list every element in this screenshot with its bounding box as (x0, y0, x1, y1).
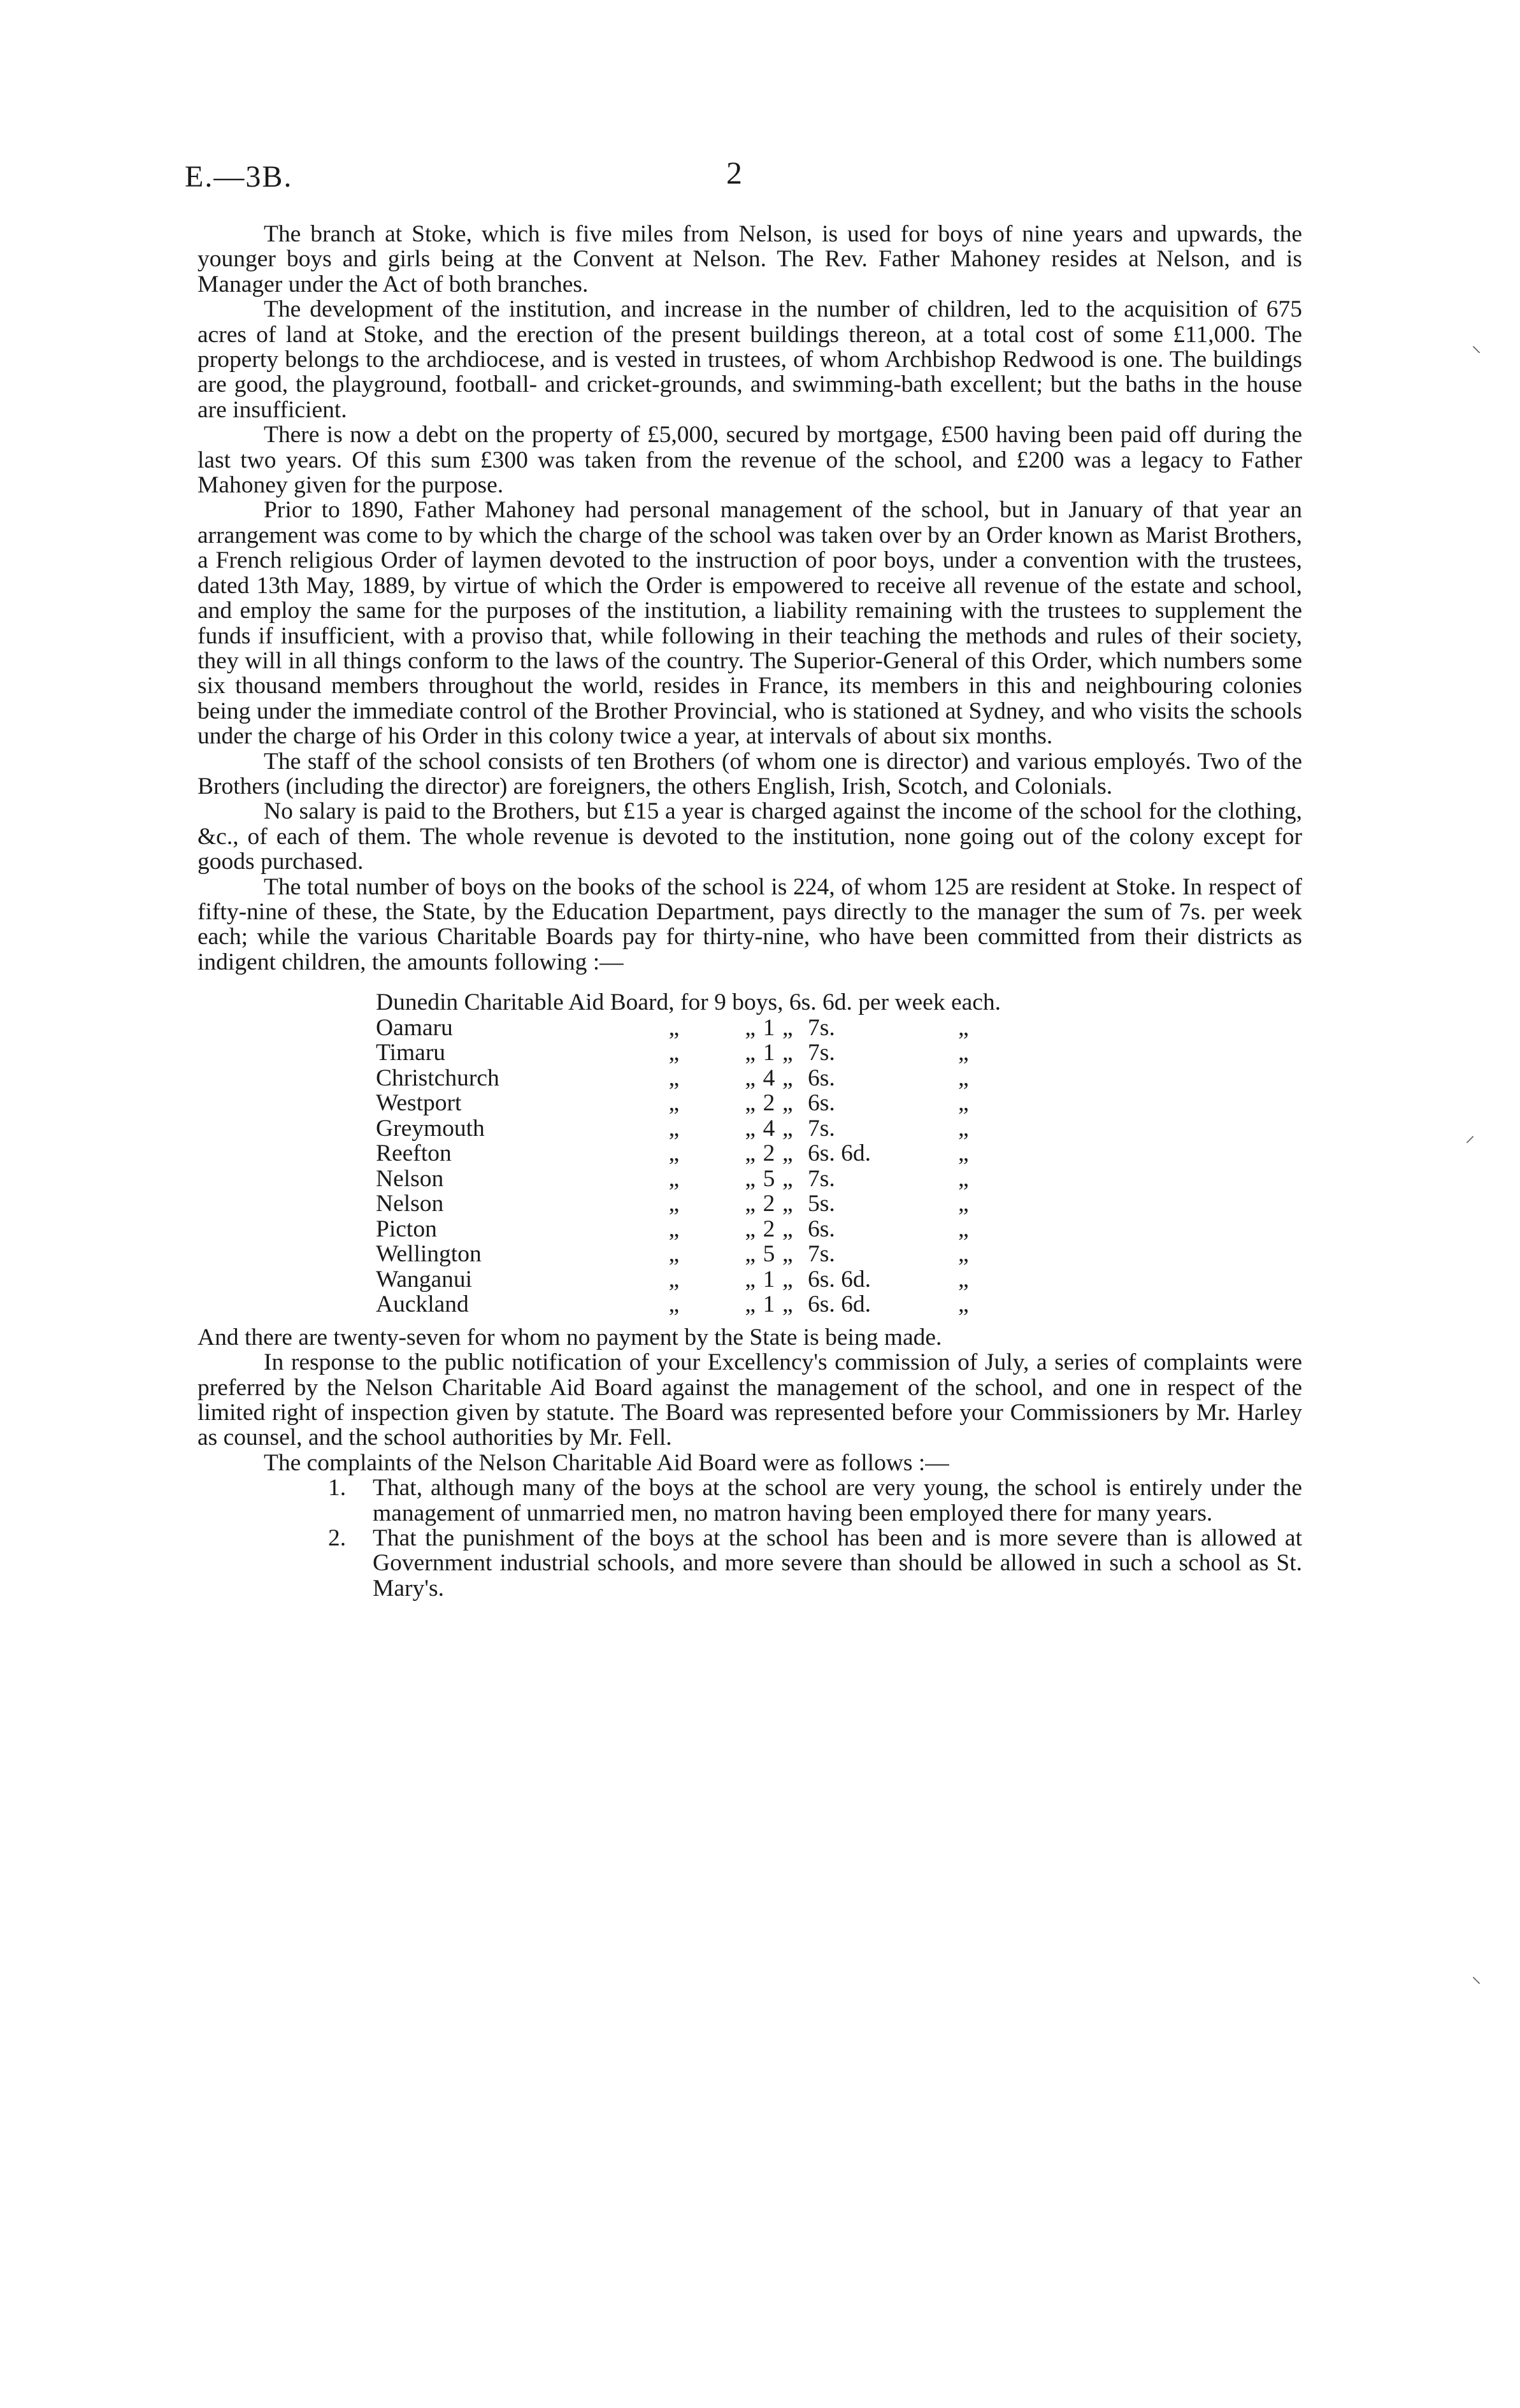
ditto-mark: „ (668, 1266, 680, 1293)
ditto-mark: „ (668, 1165, 680, 1192)
aid-boys-cell: 1 (763, 1266, 775, 1293)
paragraph: No salary is paid to the Brothers, but £15 a year is charged against the income of the school for the clothing, &c., of each of them. The whole revenue is devoted to the institution, none going out of the colony except for goods purchased. (197, 798, 1302, 875)
paragraph: The complaints of the Nelson Charitable Aid Board were as follows :— (264, 1449, 949, 1476)
ditto-mark: „ (958, 1215, 969, 1242)
ditto-mark: „ (958, 1040, 969, 1066)
ditto-mark: „ (745, 1014, 756, 1041)
list-item-number: 2. (328, 1524, 347, 1551)
list-item-text: That, although many of the boys at the school are very young, the school is entirely under the management of unmarried men, no matron having been employed there for many years. (373, 1475, 1302, 1526)
ditto-mark: „ (958, 1241, 969, 1268)
ditto-mark: „ (958, 1115, 969, 1142)
ditto-mark: „ (782, 1266, 793, 1293)
ditto-mark: „ (745, 1090, 756, 1117)
table-row (376, 1267, 1022, 1293)
ditto-mark: „ (745, 1266, 756, 1293)
list-item (197, 1475, 1302, 1526)
ditto-mark: „ (668, 1291, 680, 1318)
aid-boys-cell: 1 (763, 1014, 775, 1041)
ditto-mark: „ (745, 1115, 756, 1142)
table-row (376, 1217, 1022, 1242)
aid-rate-cell: 6s. (808, 1090, 835, 1117)
aid-place-cell: Wellington (376, 1241, 482, 1268)
aid-boys-cell: 4 (763, 1064, 775, 1091)
ditto-mark: „ (782, 1215, 793, 1242)
ditto-mark: „ (745, 1040, 756, 1066)
ditto-mark: „ (745, 1064, 756, 1091)
aid-place-cell: Christchurch (376, 1064, 499, 1091)
ditto-mark: „ (782, 1040, 793, 1066)
ditto-mark: „ (745, 1291, 756, 1318)
ditto-mark: „ (782, 1241, 793, 1268)
aid-boys-cell: 2 (763, 1090, 775, 1117)
ditto-mark: „ (958, 1165, 969, 1192)
aid-rate-cell: 7s. (808, 1241, 835, 1268)
paragraph: The total number of boys on the books of the school is 224, of whom 125 are resident at Stoke. In respect of fifty-nine of these, the State, by the Education Department, pays directly to the manager the sum of 7s. per week each; while the various Charitable Boards pay for thirty-nine, who have been committed from their districts as indigent children, the amounts following :— (197, 873, 1302, 975)
table-row (376, 1166, 1022, 1192)
aid-rate-cell: 6s. 6d. (808, 1266, 871, 1293)
paragraph: The branch at Stoke, which is five miles from Nelson, is used for boys of nine years and upwards, the younger boys and girls being at the Convent at Nelson. The Rev. Father Mahoney resides at Nelson, and is Manager under the Act of both branches. (197, 221, 1302, 297)
aid-place-cell: Greymouth (376, 1115, 485, 1142)
table-row (376, 1116, 1022, 1142)
document-body (197, 222, 1302, 1601)
list-item-number: 1. (328, 1475, 347, 1501)
paragraph: In response to the public notification of your Excellency's commission of July, a series of complaints were preferred by the Nelson Charitable Aid Board against the management of the school, and one in respect of the limited right of inspection given by statute. The Board was represented before your Commissioners by Mr. Harley as counsel, and the school authorities by Mr. Fell. (197, 1349, 1302, 1451)
aid-place-cell: Westport (376, 1090, 462, 1117)
page-number: 2 (726, 155, 742, 190)
ditto-mark: „ (782, 1014, 793, 1041)
ditto-mark: „ (668, 1064, 680, 1091)
ditto-mark: „ (745, 1165, 756, 1192)
aid-place-cell: Timaru (376, 1040, 446, 1066)
ditto-mark: „ (668, 1215, 680, 1242)
aid-rate-cell: 7s. (808, 1115, 835, 1142)
ditto-mark: „ (668, 1241, 680, 1268)
margin-mark: ⸜ (1472, 1966, 1481, 1987)
complaints-list (197, 1475, 1302, 1601)
paragraph: And there are twenty-seven for whom no payment by the State is being made. (197, 1324, 942, 1351)
ditto-mark: „ (745, 1241, 756, 1268)
aid-boys-cell: 2 (763, 1191, 775, 1217)
aid-rate-cell: 7s. (808, 1040, 835, 1066)
aid-place-cell: Nelson (376, 1191, 444, 1217)
ditto-mark: „ (668, 1014, 680, 1041)
paragraph: Prior to 1890, Father Mahoney had personal management of the school, but in January of that year an arrangement was come to by which the charge of the school was taken over by an Order known as Marist Brothers, a French religious Order of laymen devoted to the instruction of poor boys, under a convention with the trustees, dated 13th May, 1889, by virtue of which the Order is empowered to receive all revenue of the estate and school, and employ the same for the purposes of the institution, a liability remaining with the trustees to supplement the funds if insufficient, with a proviso that, while following in their teaching the methods and rules of their society, they will in all things conform to the laws of the country. The Superior-General of this Order, which numbers some six thousand members throughout the world, resides in France, its members in this and neighbouring colonies being under the immediate control of the Brother Provincial, who is stationed at Sydney, and who visits the schools under the charge of his Order in this colony twice a year, at intervals of about six months. (197, 497, 1302, 750)
ditto-mark: „ (958, 1090, 969, 1117)
table-lead-row: Dunedin Charitable Aid Board, for 9 boys, 6s. 6d. per week each. (376, 989, 1001, 1016)
table-row (376, 1091, 1022, 1116)
paragraph: There is now a debt on the property of £5,000, secured by mortgage, £500 having been paid off during the last two years. Of this sum £300 was taken from the revenue of the school, and £200 was a legacy to Father Mahoney given for the purpose. (197, 422, 1302, 499)
ditto-mark: „ (958, 1191, 969, 1217)
aid-rate-cell: 5s. (808, 1191, 835, 1217)
aid-rate-cell: 6s. (808, 1215, 835, 1242)
ditto-mark: „ (782, 1115, 793, 1142)
paragraph: The staff of the school consists of ten Brothers (of whom one is director) and various employés. Two of the Brothers (including the director) are foreigners, the others English, Irish, Scotch, and Colonials. (197, 748, 1302, 799)
margin-mark: ⸜ (1472, 335, 1481, 356)
table-row (376, 1191, 1022, 1217)
table-row (376, 1066, 1022, 1091)
table-row (376, 1040, 1022, 1066)
ditto-mark: „ (668, 1191, 680, 1217)
ditto-mark: „ (745, 1191, 756, 1217)
list-item (197, 1526, 1302, 1601)
aid-rate-cell: 6s. 6d. (808, 1140, 871, 1167)
aid-rate-cell: 7s. (808, 1165, 835, 1192)
ditto-mark: „ (958, 1266, 969, 1293)
table-row (376, 1242, 1022, 1267)
aid-boys-cell: 5 (763, 1241, 775, 1268)
table-row (376, 1015, 1022, 1041)
table-row (376, 990, 1022, 1015)
aid-place-cell: Auckland (376, 1291, 469, 1318)
aid-boys-cell: 5 (763, 1165, 775, 1192)
aid-rate-cell: 7s. (808, 1014, 835, 1041)
aid-place-cell: Wanganui (376, 1266, 473, 1293)
aid-boys-cell: 1 (763, 1040, 775, 1066)
ditto-mark: „ (782, 1140, 793, 1167)
aid-place-cell: Nelson (376, 1165, 444, 1192)
ditto-mark: „ (782, 1291, 793, 1318)
list-item-text: That the punishment of the boys at the school has been and is more severe than is allowed at Government industrial schools, and more severe than should be allowed in such a school as St. Mary's. (373, 1524, 1302, 1602)
ditto-mark: „ (668, 1040, 680, 1066)
margin-mark: ⸝ (1465, 1125, 1475, 1146)
document-reference: E.—3B. (185, 160, 293, 194)
ditto-mark: „ (958, 1140, 969, 1167)
aid-place-cell: Oamaru (376, 1014, 453, 1041)
ditto-mark: „ (782, 1191, 793, 1217)
ditto-mark: „ (958, 1064, 969, 1091)
aid-boys-cell: 1 (763, 1291, 775, 1318)
ditto-mark: „ (782, 1090, 793, 1117)
ditto-mark: „ (958, 1014, 969, 1041)
aid-rate-cell: 6s. (808, 1064, 835, 1091)
aid-boys-cell: 4 (763, 1115, 775, 1142)
ditto-mark: „ (782, 1165, 793, 1192)
page-header (185, 155, 1312, 197)
aid-boys-cell: 2 (763, 1215, 775, 1242)
aid-place-cell: Picton (376, 1215, 437, 1242)
ditto-mark: „ (782, 1064, 793, 1091)
table-row (376, 1141, 1022, 1166)
aid-boys-cell: 2 (763, 1140, 775, 1167)
ditto-mark: „ (668, 1090, 680, 1117)
ditto-mark: „ (958, 1291, 969, 1318)
ditto-mark: „ (745, 1140, 756, 1167)
table-row (376, 1292, 1022, 1317)
aid-place-cell: Reefton (376, 1140, 452, 1167)
charitable-aid-table (376, 990, 1022, 1317)
aid-rate-cell: 6s. 6d. (808, 1291, 871, 1318)
ditto-mark: „ (745, 1215, 756, 1242)
ditto-mark: „ (668, 1140, 680, 1167)
paragraph: The development of the institution, and increase in the number of children, led to the acquisition of 675 acres of land at Stoke, and the erection of the present buildings thereon, at a total cost of some £11,000. The property belongs to the archdiocese, and is vested in trustees, of whom Archbishop Redwood is one. The buildings are good, the playground, football- and cricket-grounds, and swimming-bath excellent; but the baths in the house are insufficient. (197, 296, 1302, 423)
ditto-mark: „ (668, 1115, 680, 1142)
